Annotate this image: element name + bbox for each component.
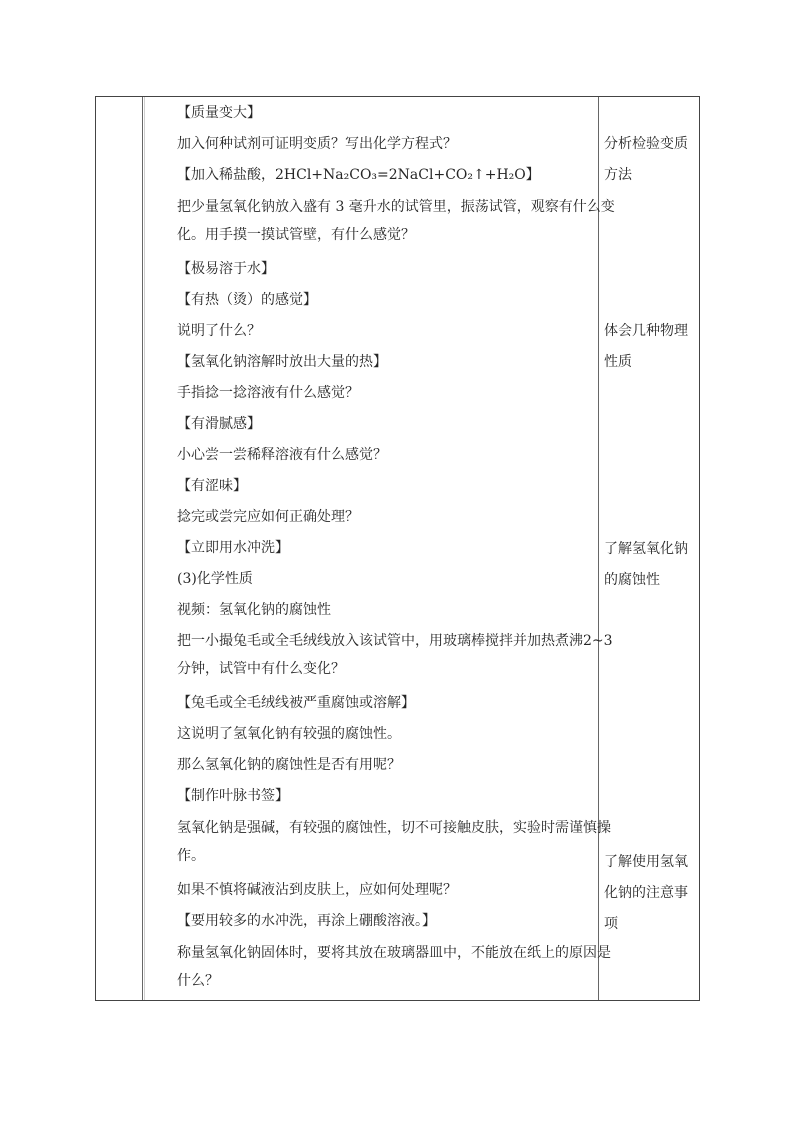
statement-strong-corrosiveness: 这说明了氢氧化钠有较强的腐蚀性。 [177,726,401,742]
table-column-divider-left [142,97,143,1000]
note-corrosiveness: 了解氢氧化钠的腐蚀性 [604,541,688,588]
note-safety-precautions: 了解使用氢氧化钠的注意事项 [604,854,688,932]
answer-wash-boric-acid: 【要用较多的水冲洗，再涂上硼酸溶液。】 [177,913,436,929]
answer-slippery: 【有滑腻感】 [177,416,261,432]
answer-leaf-vein-bookmark: 【制作叶脉书签】 [177,788,289,804]
question-finger-feel: 手指捻一捻溶液有什么感觉？ [177,385,359,401]
answer-wash-water: 【立即用水冲洗】 [177,540,289,556]
question-what-explains: 说明了什么？ [177,323,261,339]
video-corrosiveness: 视频：氢氧化钠的腐蚀性 [177,602,331,618]
answer-releases-heat: 【氢氧化钠溶解时放出大量的热】 [177,354,387,370]
lesson-plan-table [95,96,700,1001]
question-taste: 小心尝一尝稀释溶液有什么感觉？ [177,447,387,463]
answer-hot-feeling: 【有热（烫）的感觉】 [177,292,317,308]
statement-strong-base-caution: 氢氧化钠是强碱，有较强的腐蚀性，切不可接触皮肤，实验时需谨慎操作。 [177,820,611,864]
experiment-rabbit-hair: 把一小撮兔毛或全毛绒线放入该试管中，用玻璃棒搅拌并加热煮沸2~3分钟，试管中有什么变化？ [177,633,613,677]
note-analyze-test-method: 分析检验变质方法 [604,136,688,183]
answer-dilute-hydrochloric-acid: 【加入稀盐酸，2HCl+Na₂CO₃=2NaCl+CO₂↑+H₂O】 [177,167,540,183]
teaching-content-cell [149,104,615,994]
question-corrosiveness-useful: 那么氢氧化钠的腐蚀性是否有用呢？ [177,757,401,773]
teaching-purpose-cell [604,97,698,1000]
question-weighing-container: 称量氢氧化钠固体时，要将其放在玻璃器皿中，不能放在纸上的原因是什么？ [177,945,611,989]
question-skin-contact: 如果不慎将碱液沾到皮肤上，应如何处理呢？ [177,882,457,898]
section-chemical-properties: (3)化学性质 [177,571,253,587]
table-column-divider-inner [144,97,145,1000]
experiment-dissolve-sodium-hydroxide: 把少量氢氧化钠放入盛有 3 毫升水的试管里，振荡试管，观察有什么变化。用手摸一摸试管壁，有什么感觉？ [177,199,615,243]
answer-quality-increase: 【质量变大】 [177,105,261,121]
answer-easily-soluble: 【极易溶于水】 [177,261,275,277]
answer-astringent: 【有涩味】 [177,478,247,494]
note-physical-properties: 体会几种物理性质 [604,323,688,370]
question-test-reagent: 加入何种试剂可证明变质？写出化学方程式？ [177,136,457,152]
question-handling: 捻完或尝完应如何正确处理？ [177,509,359,525]
answer-hair-corroded: 【兔毛或全毛绒线被严重腐蚀或溶解】 [177,695,415,711]
